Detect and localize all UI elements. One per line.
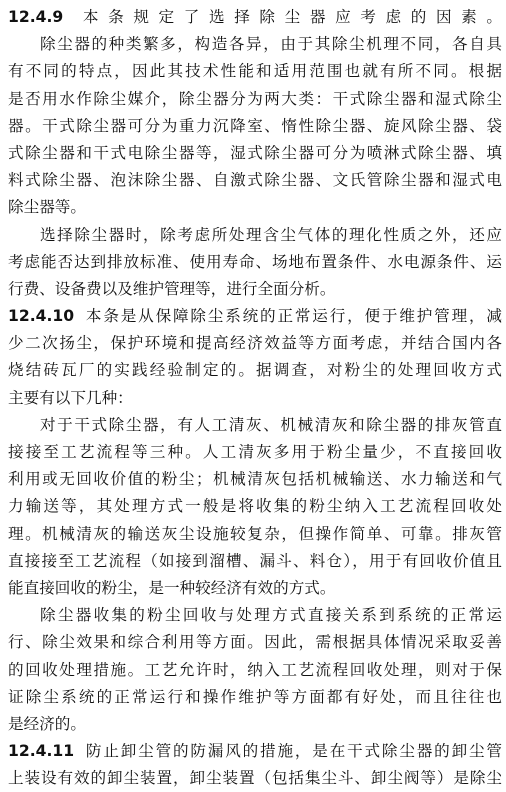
text-line: 本条规定了选择除尘器应考虑的因素。 bbox=[73, 8, 502, 26]
text-line: 防止卸尘管的防漏风的措施，是在干式除尘器的卸尘管 bbox=[84, 742, 502, 761]
text-line: 证除尘系统的正常运行和操作维护等方面都有好处，而且往往也 bbox=[8, 687, 502, 706]
text-line: 选择除尘器时，除考虑所处理含尘气体的理化性质之外，还应 bbox=[40, 225, 502, 244]
clause-number: 12.4.10 bbox=[8, 307, 75, 326]
text-line: 除尘器的种类繁多，构造各异，由于其除尘机理不同，各自具 bbox=[40, 35, 502, 54]
text-line: 直接接至工艺流程（如接到溜槽、漏斗、料仓），用于有回收价值且 bbox=[8, 551, 502, 570]
text-line: 料式除尘器、泡沫除尘器、自激式除尘器、文氏管除尘器和湿式电 bbox=[8, 171, 502, 190]
text-line: 行费、设备费以及维护管理等，进行全面分析。 bbox=[8, 279, 336, 298]
clause-number: 12.4.9 bbox=[8, 8, 64, 26]
clause-heading-line bbox=[8, 303, 502, 330]
text-line: 是经济的。 bbox=[8, 714, 86, 733]
clause-heading-line bbox=[8, 738, 502, 765]
text-line: 烧结砖瓦厂的实践经验制定的。据调查，对粉尘的处理回收方式 bbox=[8, 361, 502, 380]
text-line: 对于干式除尘器，有人工清灰、机械清灰和除尘器的排灰管直 bbox=[40, 415, 502, 434]
text-line: 接接至工艺流程等三种。人工清灰多用于粉尘量少，不直接回收 bbox=[8, 443, 502, 461]
text-line: 理。机械清灰的输送灰尘设施较复杂，但操作简单、可靠。排灰管 bbox=[8, 524, 502, 543]
text-line: 上装设有效的卸尘装置，卸尘装置（包括集尘斗、卸尘阀等）是除尘 bbox=[8, 769, 502, 788]
document-page bbox=[8, 4, 502, 792]
text-line: 除尘器收集的粉尘回收与处理方式直接关系到系统的正常运 bbox=[40, 606, 502, 625]
text-line: 除尘器等。 bbox=[8, 198, 86, 217]
clause-number: 12.4.11 bbox=[8, 742, 75, 761]
clause-heading-line bbox=[8, 4, 502, 31]
text-line: 是否用水作除尘媒介，除尘器分为两大类：干式除尘器和湿式除尘 bbox=[8, 89, 502, 108]
text-line: 本条是从保障除尘系统的正常运行，便于维护管理，减 bbox=[84, 307, 502, 326]
text-line: 行、除尘效果和综合利用等方面。因此，需根据具体情况采取妥善 bbox=[8, 633, 502, 652]
text-line: 的回收处理措施。工艺允许时，纳入工艺流程回收处理，则对于保 bbox=[8, 660, 502, 679]
text-line: 主要有以下几种： bbox=[8, 388, 133, 407]
text-line: 有不同的特点，因此其技术性能和适用范围也就有所不同。根据 bbox=[8, 62, 502, 81]
text-line: 考虑能否达到排放标准、使用寿命、场地布置条件、水电源条件、运 bbox=[8, 252, 502, 271]
text-line: 少二次扬尘，保护环境和提高经济效益等方面考虑，并结合国内各 bbox=[8, 334, 502, 353]
text-line: 器。干式除尘器可分为重力沉降室、惰性除尘器、旋风除尘器、袋 bbox=[8, 116, 502, 135]
text-line: 能直接回收的粉尘，是一种较经济有效的方式。 bbox=[8, 578, 336, 597]
text-line: 力输送等，其处理方式一般是将收集的粉尘纳入工艺流程回收处 bbox=[8, 497, 502, 516]
text-line: 利用或无回收价值的粉尘；机械清灰包括机械输送、水力输送和气 bbox=[8, 470, 502, 489]
text-line: 式除尘器和干式电除尘器等，湿式除尘器可分为喷淋式除尘器、填 bbox=[8, 143, 502, 162]
